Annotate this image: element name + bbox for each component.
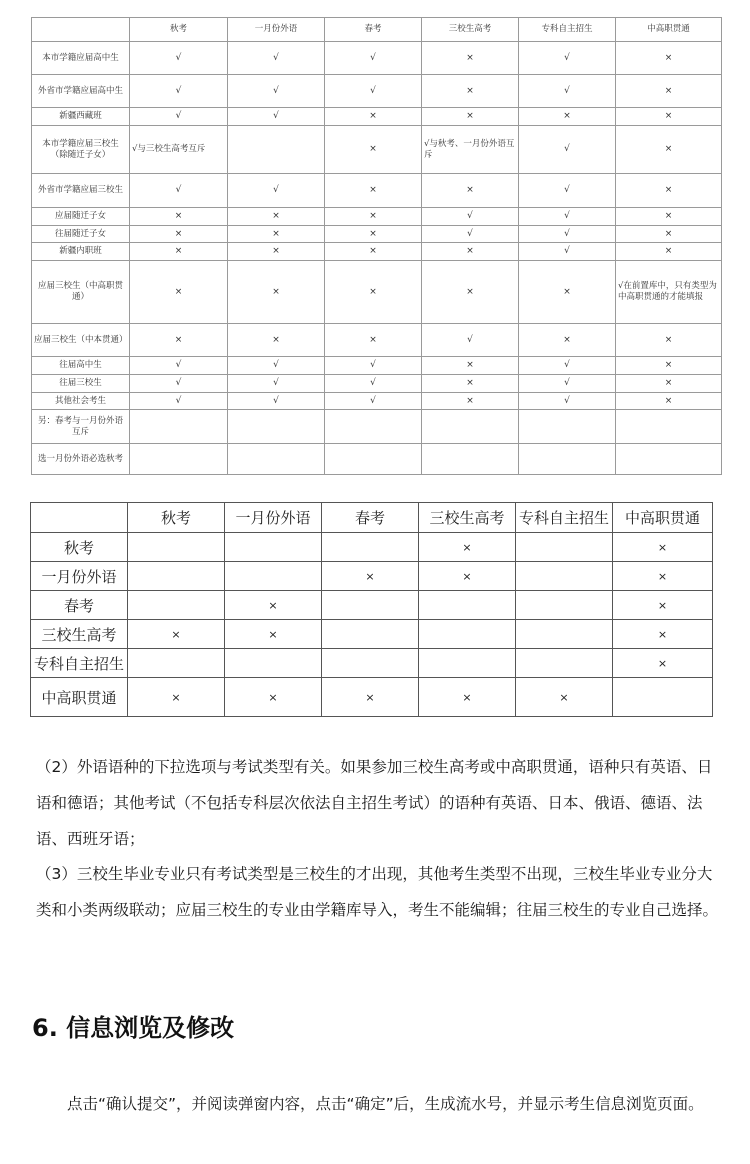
table-cell: √ xyxy=(228,357,325,375)
corner-cell xyxy=(32,18,130,42)
table-row xyxy=(32,444,722,475)
table-cell xyxy=(322,591,419,620)
table-row xyxy=(32,226,722,243)
table-cell xyxy=(613,678,713,717)
table-row xyxy=(31,678,713,717)
table-cell: × xyxy=(516,678,613,717)
table-cell xyxy=(422,410,519,444)
table-row xyxy=(32,42,722,75)
table-cell: √ xyxy=(519,126,616,174)
row-label: 选一月份外语必选秋考 xyxy=(32,444,130,475)
table-cell xyxy=(516,620,613,649)
table-cell xyxy=(225,649,322,678)
table-cell: × xyxy=(325,243,422,261)
table-cell: √ xyxy=(519,243,616,261)
table-cell xyxy=(422,444,519,475)
column-header: 专科自主招生 xyxy=(516,503,613,533)
table-cell: × xyxy=(613,562,713,591)
row-label: 一月份外语 xyxy=(31,562,128,591)
row-label: 其他社会考生 xyxy=(32,393,130,410)
table-cell xyxy=(516,591,613,620)
table-cell: √ xyxy=(228,393,325,410)
row-label: 中高职贯通 xyxy=(31,678,128,717)
table-cell xyxy=(616,410,722,444)
table-cell xyxy=(130,444,228,475)
table-cell: × xyxy=(325,108,422,126)
table-row xyxy=(32,357,722,375)
table-cell: √ xyxy=(228,108,325,126)
table-cell: √ xyxy=(519,42,616,75)
table-cell: × xyxy=(325,226,422,243)
table-cell xyxy=(519,444,616,475)
table-row xyxy=(31,620,713,649)
paragraph-submit-instructions: 点击“确认提交”，并阅读弹窗内容，点击“确定”后，生成流水号，并显示考生信息浏览页面。 xyxy=(67,1095,704,1113)
table-cell xyxy=(225,562,322,591)
column-header: 专科自主招生 xyxy=(519,18,616,42)
row-label: 本市学籍应届三校生（除随迁子女） xyxy=(32,126,130,174)
table-cell xyxy=(419,620,516,649)
table-cell: √ xyxy=(422,324,519,357)
table-cell xyxy=(519,410,616,444)
table-cell: × xyxy=(419,678,516,717)
row-label: 新疆内职班 xyxy=(32,243,130,261)
table-cell xyxy=(130,410,228,444)
table-cell: × xyxy=(130,261,228,324)
table-cell: × xyxy=(616,243,722,261)
table-cell: × xyxy=(616,324,722,357)
header-row xyxy=(31,503,713,533)
table-row xyxy=(31,591,713,620)
table-cell: √ xyxy=(519,174,616,208)
table-row xyxy=(31,562,713,591)
table-cell: × xyxy=(419,533,516,562)
table-cell: × xyxy=(228,226,325,243)
table-cell: √与秋考、一月份外语互斥 xyxy=(422,126,519,174)
table-cell: √ xyxy=(519,393,616,410)
column-header: 一月份外语 xyxy=(228,18,325,42)
table-row xyxy=(32,375,722,393)
table-cell: √ xyxy=(130,75,228,108)
exam-conflict-table xyxy=(30,502,713,717)
table-cell xyxy=(228,126,325,174)
table-cell: √ xyxy=(228,174,325,208)
row-label: 往届随迁子女 xyxy=(32,226,130,243)
table-cell: × xyxy=(519,108,616,126)
table-cell: × xyxy=(419,562,516,591)
row-label: 往届三校生 xyxy=(32,375,130,393)
table-cell xyxy=(516,562,613,591)
paragraph-major-selection: （3）三校生毕业专业只有考试类型是三校生的才出现，其他考生类型不出现，三校生毕业专业分大类和小类两级联动；应届三校生的专业由学籍库导入，考生不能编辑；往届三校生的专业自己选择。 xyxy=(36,865,719,919)
table-cell: √ xyxy=(130,375,228,393)
table-cell: × xyxy=(325,208,422,226)
table-row xyxy=(32,410,722,444)
row-label: 春考 xyxy=(31,591,128,620)
column-header: 春考 xyxy=(322,503,419,533)
table-cell: √ xyxy=(519,75,616,108)
table-cell: × xyxy=(422,42,519,75)
header-row xyxy=(32,18,722,42)
table-cell: × xyxy=(228,324,325,357)
row-label: 三校生高考 xyxy=(31,620,128,649)
column-header: 三校生高考 xyxy=(419,503,516,533)
table-cell: × xyxy=(422,174,519,208)
table-cell: × xyxy=(613,533,713,562)
table-cell: √ xyxy=(519,375,616,393)
table-cell: × xyxy=(325,126,422,174)
table-cell: √ xyxy=(228,375,325,393)
row-label: 另：春考与一月份外语互斥 xyxy=(32,410,130,444)
row-label: 应届随迁子女 xyxy=(32,208,130,226)
table-row xyxy=(32,108,722,126)
table-cell: × xyxy=(228,208,325,226)
table-cell: × xyxy=(228,243,325,261)
table-cell: √ xyxy=(325,393,422,410)
table-cell xyxy=(616,444,722,475)
table-cell xyxy=(322,649,419,678)
table-cell: √与三校生高考互斥 xyxy=(130,126,228,174)
table-cell xyxy=(128,591,225,620)
row-label: 本市学籍应届高中生 xyxy=(32,42,130,75)
table-cell xyxy=(322,533,419,562)
table-cell xyxy=(516,649,613,678)
table-row xyxy=(32,174,722,208)
table-row xyxy=(32,75,722,108)
section-heading: 6. 信息浏览及修改 xyxy=(32,1014,235,1042)
table-cell: √ xyxy=(325,357,422,375)
table-cell xyxy=(322,620,419,649)
table-row xyxy=(32,208,722,226)
table-cell xyxy=(128,649,225,678)
table-row xyxy=(32,126,722,174)
table-cell: × xyxy=(128,678,225,717)
table-cell xyxy=(419,591,516,620)
table-cell: √ xyxy=(130,174,228,208)
table-cell: √ xyxy=(130,393,228,410)
table-cell: × xyxy=(519,261,616,324)
row-label: 往届高中生 xyxy=(32,357,130,375)
table-cell: × xyxy=(325,261,422,324)
table-cell: × xyxy=(225,620,322,649)
table-cell: × xyxy=(616,75,722,108)
table-cell: × xyxy=(228,261,325,324)
table-cell: × xyxy=(616,393,722,410)
column-header: 一月份外语 xyxy=(225,503,322,533)
column-header: 秋考 xyxy=(128,503,225,533)
column-header: 春考 xyxy=(325,18,422,42)
table-cell: × xyxy=(422,243,519,261)
table-cell: × xyxy=(616,42,722,75)
table-row xyxy=(31,533,713,562)
table-cell: √ xyxy=(228,42,325,75)
paragraph-language-options: （2）外语语种的下拉选项与考试类型有关。如果参加三校生高考或中高职贯通，语种只有英语、日语和德语；其他考试（不包括专科层次依法自主招生考试）的语种有英语、日本、俄语、德语、法语、西班牙语； xyxy=(36,758,713,848)
table-cell: √ xyxy=(519,357,616,375)
table-cell xyxy=(325,410,422,444)
column-header: 中高职贯通 xyxy=(613,503,713,533)
table-cell xyxy=(419,649,516,678)
table-cell: × xyxy=(613,591,713,620)
table-cell: × xyxy=(422,75,519,108)
table-cell: × xyxy=(130,208,228,226)
table-cell: × xyxy=(616,208,722,226)
table-cell: √ xyxy=(130,108,228,126)
table-cell: × xyxy=(422,357,519,375)
row-label: 应届三校生（中本贯通） xyxy=(32,324,130,357)
table-cell: × xyxy=(130,243,228,261)
row-label: 新疆西藏班 xyxy=(32,108,130,126)
table-cell xyxy=(225,533,322,562)
table-cell: × xyxy=(519,324,616,357)
row-label: 应届三校生（中高职贯通） xyxy=(32,261,130,324)
table-cell: √ xyxy=(519,226,616,243)
table-cell: × xyxy=(616,174,722,208)
table-cell: × xyxy=(225,591,322,620)
table-cell xyxy=(325,444,422,475)
table-cell xyxy=(516,533,613,562)
table-cell: × xyxy=(128,620,225,649)
corner-cell xyxy=(31,503,128,533)
table-cell: √ xyxy=(130,357,228,375)
table-row xyxy=(32,393,722,410)
table-cell: √ xyxy=(325,42,422,75)
table-cell: × xyxy=(616,126,722,174)
table-cell: √ xyxy=(325,375,422,393)
table-cell: × xyxy=(613,649,713,678)
row-label: 外省市学籍应届高中生 xyxy=(32,75,130,108)
table-cell: × xyxy=(616,375,722,393)
table-row xyxy=(31,649,713,678)
table-cell: × xyxy=(322,562,419,591)
table-cell: √ xyxy=(228,75,325,108)
table-cell: × xyxy=(613,620,713,649)
table-row xyxy=(32,261,722,324)
eligibility-table xyxy=(31,17,722,475)
row-label: 专科自主招生 xyxy=(31,649,128,678)
table-cell xyxy=(228,410,325,444)
table-cell: × xyxy=(616,108,722,126)
table-cell: × xyxy=(130,324,228,357)
table-cell: √ xyxy=(422,208,519,226)
table-cell: √ xyxy=(422,226,519,243)
table-cell: × xyxy=(322,678,419,717)
table-row xyxy=(32,243,722,261)
row-label: 秋考 xyxy=(31,533,128,562)
table-cell: √在前置库中，只有类型为中高职贯通的才能填报 xyxy=(616,261,722,324)
table-cell xyxy=(128,533,225,562)
table-cell: × xyxy=(616,357,722,375)
table-cell: √ xyxy=(325,75,422,108)
table-cell: × xyxy=(422,261,519,324)
table-cell: × xyxy=(422,393,519,410)
table-cell: × xyxy=(422,108,519,126)
table-cell xyxy=(128,562,225,591)
table-cell: × xyxy=(225,678,322,717)
table-cell: × xyxy=(616,226,722,243)
table-cell xyxy=(228,444,325,475)
column-header: 秋考 xyxy=(130,18,228,42)
column-header: 三校生高考 xyxy=(422,18,519,42)
table-cell: × xyxy=(325,174,422,208)
table-cell: × xyxy=(325,324,422,357)
table-cell: √ xyxy=(519,208,616,226)
row-label: 外省市学籍应届三校生 xyxy=(32,174,130,208)
table-row xyxy=(32,324,722,357)
table-cell: × xyxy=(422,375,519,393)
column-header: 中高职贯通 xyxy=(616,18,722,42)
table-cell: √ xyxy=(130,42,228,75)
table-cell: × xyxy=(130,226,228,243)
